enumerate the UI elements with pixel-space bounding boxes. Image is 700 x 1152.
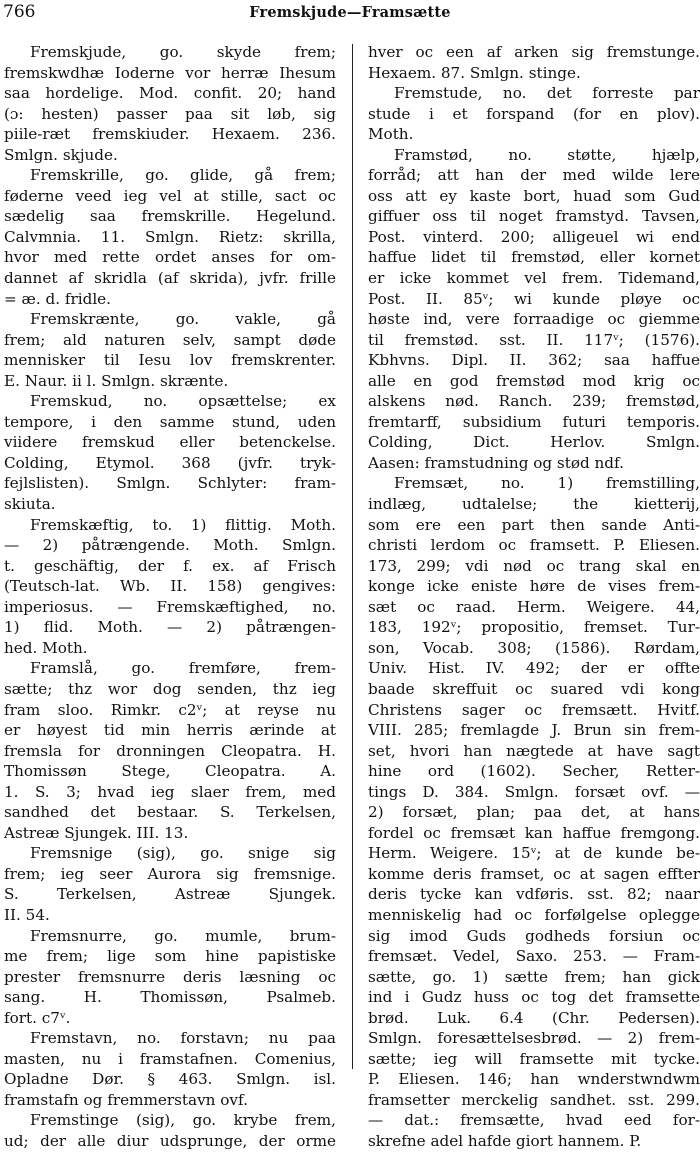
text-line: føderne veed ieg vel at stille, sact oc <box>4 186 336 205</box>
text-line: piile-ræt fremskiuder. Hexaem. 236. <box>4 125 336 144</box>
text-line: er høyest tid min herris ærinde at <box>4 721 336 740</box>
text-line: — 2) påtrængende. Moth. Smlgn. <box>4 536 336 555</box>
text-line: Fremsnige (sig), go. snige sig <box>30 844 336 863</box>
text-line: høste ind, vere forraadige oc giemme <box>368 310 700 329</box>
text-line: Fremstinge (sig), go. krybe frem, <box>30 1111 336 1130</box>
column-divider <box>352 44 353 1069</box>
text-line: Opladne Dør. § 463. Smlgn. isl. <box>4 1070 336 1089</box>
text-line: VIII. 285; fremlagde J. Brun sin frem- <box>368 721 700 740</box>
text-line: sandhed det bestaar. S. Terkelsen, <box>4 803 336 822</box>
text-line: giffuer oss til noget framstyd. Tavsen, <box>368 207 700 226</box>
text-line: frem; ald naturen selv, sampt døde <box>4 330 336 349</box>
text-line: sætte, go. 1) sætte frem; han gick <box>368 967 700 986</box>
text-line: framsetter merckelig sandhet. sst. 299. <box>368 1090 700 1109</box>
text-line: fremsæt. Vedel, Saxo. 253. — Fram- <box>368 947 700 966</box>
text-line: Fremskud, no. opsættelse; ex <box>30 392 336 411</box>
text-line: fremtarff, subsidium futuri temporis. <box>368 412 700 431</box>
text-line: 183, 192ᵛ; propositio, fremset. Tur- <box>368 618 700 637</box>
text-line: E. Naur. ii l. Smlgn. skrænte. <box>4 371 229 390</box>
text-line: menniskelig had oc forfølgelse oplegge <box>368 905 700 924</box>
text-line: skrefne adel hafde giort hannem. P. <box>368 1131 642 1150</box>
text-line: er icke kommet vel frem. Tidemand, <box>368 269 700 288</box>
text-line: indlæg, udtalelse; the kietterij, <box>368 495 700 514</box>
text-line: til fremstød. sst. II. 117ᵛ; (1576). <box>368 330 700 349</box>
text-line: tempore, i den samme stund, uden <box>4 412 336 431</box>
text-line: Aasen: framstudning og stød ndf. <box>368 453 624 472</box>
text-line: Smlgn. skjude. <box>4 145 118 164</box>
text-line: 2) forsæt, plan; paa det, at hans <box>368 803 700 822</box>
text-line: sædelig saa fremskrille. Hegelund. <box>4 207 336 226</box>
text-line: 173, 299; vdi nød oc trang skal en <box>368 556 700 575</box>
text-line: set, hvori han nægtede at have sagt <box>368 741 700 760</box>
text-line: sig imod Guds godheds forsiun oc <box>368 926 700 945</box>
text-line: 1) flid. Moth. — 2) påtrængen- <box>4 618 336 637</box>
text-line: P. Eliesen. 146; han wnderstwndwm <box>368 1070 700 1089</box>
text-line: son, Vocab. 308; (1586). Rørdam, <box>368 638 700 657</box>
text-line: ud; der alle diur udsprunge, der orme <box>4 1131 336 1150</box>
text-line: Calvmnia. 11. Smlgn. Rietz: skrilla, <box>4 227 336 246</box>
text-line: dannet af skridla (af skrida), jvfr. frille <box>4 269 336 288</box>
text-line: Fremskæftig, to. 1) flittig. Moth. <box>30 515 336 534</box>
text-line: tings D. 384. Smlgn. forsæt ovf. — <box>368 782 700 801</box>
text-line: baade skreffuit oc suared vdi kong <box>368 679 700 698</box>
text-line: Fremskrille, go. glide, gå frem; <box>30 166 336 185</box>
text-line: Framslå, go. fremføre, frem- <box>30 659 336 678</box>
text-line: prester fremsnurre deris læsning oc <box>4 967 336 986</box>
text-line: imperiosus. — Fremskæftighed, no. <box>4 597 336 616</box>
text-line: saa hordelige. Mod. confit. 20; hand <box>4 84 336 103</box>
text-line: sætte; thz wor dog senden, thz ieg <box>4 679 336 698</box>
text-line: oss att ey kaste bort, huad som Gud <box>368 186 700 205</box>
text-line: fremsla for dronningen Cleopatra. H. <box>4 741 336 760</box>
text-line: = æ. d. fridle. <box>4 289 111 308</box>
running-head: Fremskjude—Framsætte <box>249 4 451 21</box>
text-line: hver oc een af arken sig fremstunge. <box>368 43 700 61</box>
text-line: Fremsnurre, go. mumle, brum- <box>30 926 336 945</box>
text-line: (Teutsch-lat. Wb. II. 158) gengives: <box>4 577 336 596</box>
text-line: fort. c7ᵛ. <box>4 1008 71 1027</box>
text-line: Framstød, no. støtte, hjælp, <box>394 145 700 164</box>
text-line: framstafn og fremmerstavn ovf. <box>4 1090 248 1109</box>
text-line: hed. Moth. <box>4 638 88 657</box>
text-line: S. Terkelsen, Astreæ Sjungek. <box>4 885 336 904</box>
text-line: me frem; lige som hine papistiske <box>4 947 336 966</box>
text-line: Fremskrænte, go. vakle, gå <box>30 310 336 329</box>
text-line: hine ord (1602). Secher, Retter- <box>368 762 700 781</box>
text-line: sætte; ieg will framsette mit tycke. <box>368 1049 700 1068</box>
text-line: alle en god fremstød mod krig oc <box>368 371 700 390</box>
text-line: Post. II. 85ᵛ; wi kunde pløye oc <box>368 289 700 308</box>
text-line: som ere een part then sande Anti- <box>368 515 700 534</box>
text-line: II. 54. <box>4 905 50 924</box>
text-line: fremskwdhæ Ioderne vor herræ Ihesum <box>4 63 336 82</box>
text-line: Moth. <box>368 125 414 144</box>
text-line: Fremstude, no. det forreste par <box>394 84 700 103</box>
text-line: Fremstavn, no. forstavn; nu paa <box>30 1029 336 1048</box>
text-line: Post. vinterd. 200; alligeuel wi end <box>368 227 700 246</box>
text-line: konge icke eniste høre de vises frem- <box>368 577 700 596</box>
text-line: brød. Luk. 6.4 (Chr. Pedersen). <box>368 1008 700 1027</box>
text-line: Colding, Etymol. 368 (jvfr. tryk- <box>4 453 336 472</box>
text-line: Kbhvns. Dipl. II. 362; saa haffue <box>368 351 700 370</box>
text-line: Fremskjude, go. skyde frem; <box>30 43 336 61</box>
text-line: christi lerdom oc framsett. P. Eliesen. <box>368 536 700 555</box>
text-line: forråd; att han der med wilde lere <box>368 166 700 185</box>
text-line: deris tycke kan vdføris. sst. 82; naar <box>368 885 700 904</box>
text-line: Thomissøn Stege, Cleopatra. A. <box>4 762 336 781</box>
text-line: ind i Gudz huss oc tog det framsette <box>368 988 700 1007</box>
text-line: alskens nød. Ranch. 239; fremstød, <box>368 392 700 411</box>
text-line: Astreæ Sjungek. III. 13. <box>4 823 189 842</box>
page-header <box>0 0 700 28</box>
text-line: sæt oc raad. Herm. Weigere. 44, <box>368 597 700 616</box>
text-line: fram sloo. Rimkr. c2ᵛ; at reyse nu <box>4 700 336 719</box>
text-line: fordel oc fremsæt kan haffue fremgong. <box>368 823 700 842</box>
text-line: Christens sager oc fremsætt. Hvitf. <box>368 700 700 719</box>
text-line: Colding, Dict. Herlov. Smlgn. <box>368 433 700 452</box>
text-line: stude i et forspand (for en plov). <box>368 104 700 123</box>
text-line: fejlslisten). Smlgn. Schlyter: fram- <box>4 474 336 493</box>
text-line: Hexaem. 87. Smlgn. stinge. <box>368 63 581 82</box>
text-line: (ɔ: hesten) passer paa sit løb, sig <box>4 104 336 123</box>
text-line: Univ. Hist. IV. 492; der er offte <box>368 659 700 678</box>
left-column <box>4 42 336 1152</box>
right-column <box>368 42 700 1152</box>
text-line: hvor med rette ordet anses for om- <box>4 248 336 267</box>
text-line: haffue lidet til fremstød, eller kornet <box>368 248 700 267</box>
text-line: — dat.: fremsætte, hvad eed for- <box>368 1111 700 1130</box>
text-line: 1. S. 3; hvad ieg slaer frem, med <box>4 782 336 801</box>
page-number: 766 <box>3 2 36 22</box>
text-line: Smlgn. foresættelsesbrød. — 2) frem- <box>368 1029 700 1048</box>
text-line: t. geschäftig, der f. ex. af Frisch <box>4 556 336 575</box>
text-line: frem; ieg seer Aurora sig fremsnige. <box>4 864 336 883</box>
text-line: komme deris framset, oc at sagen effter <box>368 864 700 883</box>
text-line: viidere fremskud eller betenckelse. <box>4 433 336 452</box>
text-line: mennisker til Iesu lov fremskrenter. <box>4 351 336 370</box>
text-line: Fremsæt, no. 1) fremstilling, <box>394 474 700 493</box>
text-line: Herm. Weigere. 15ᵛ; at de kunde be- <box>368 844 700 863</box>
text-line: skiuta. <box>4 495 56 514</box>
text-line: sang. H. Thomissøn, Psalmeb. <box>4 988 336 1007</box>
text-line: masten, nu i framstafnen. Comenius, <box>4 1049 336 1068</box>
